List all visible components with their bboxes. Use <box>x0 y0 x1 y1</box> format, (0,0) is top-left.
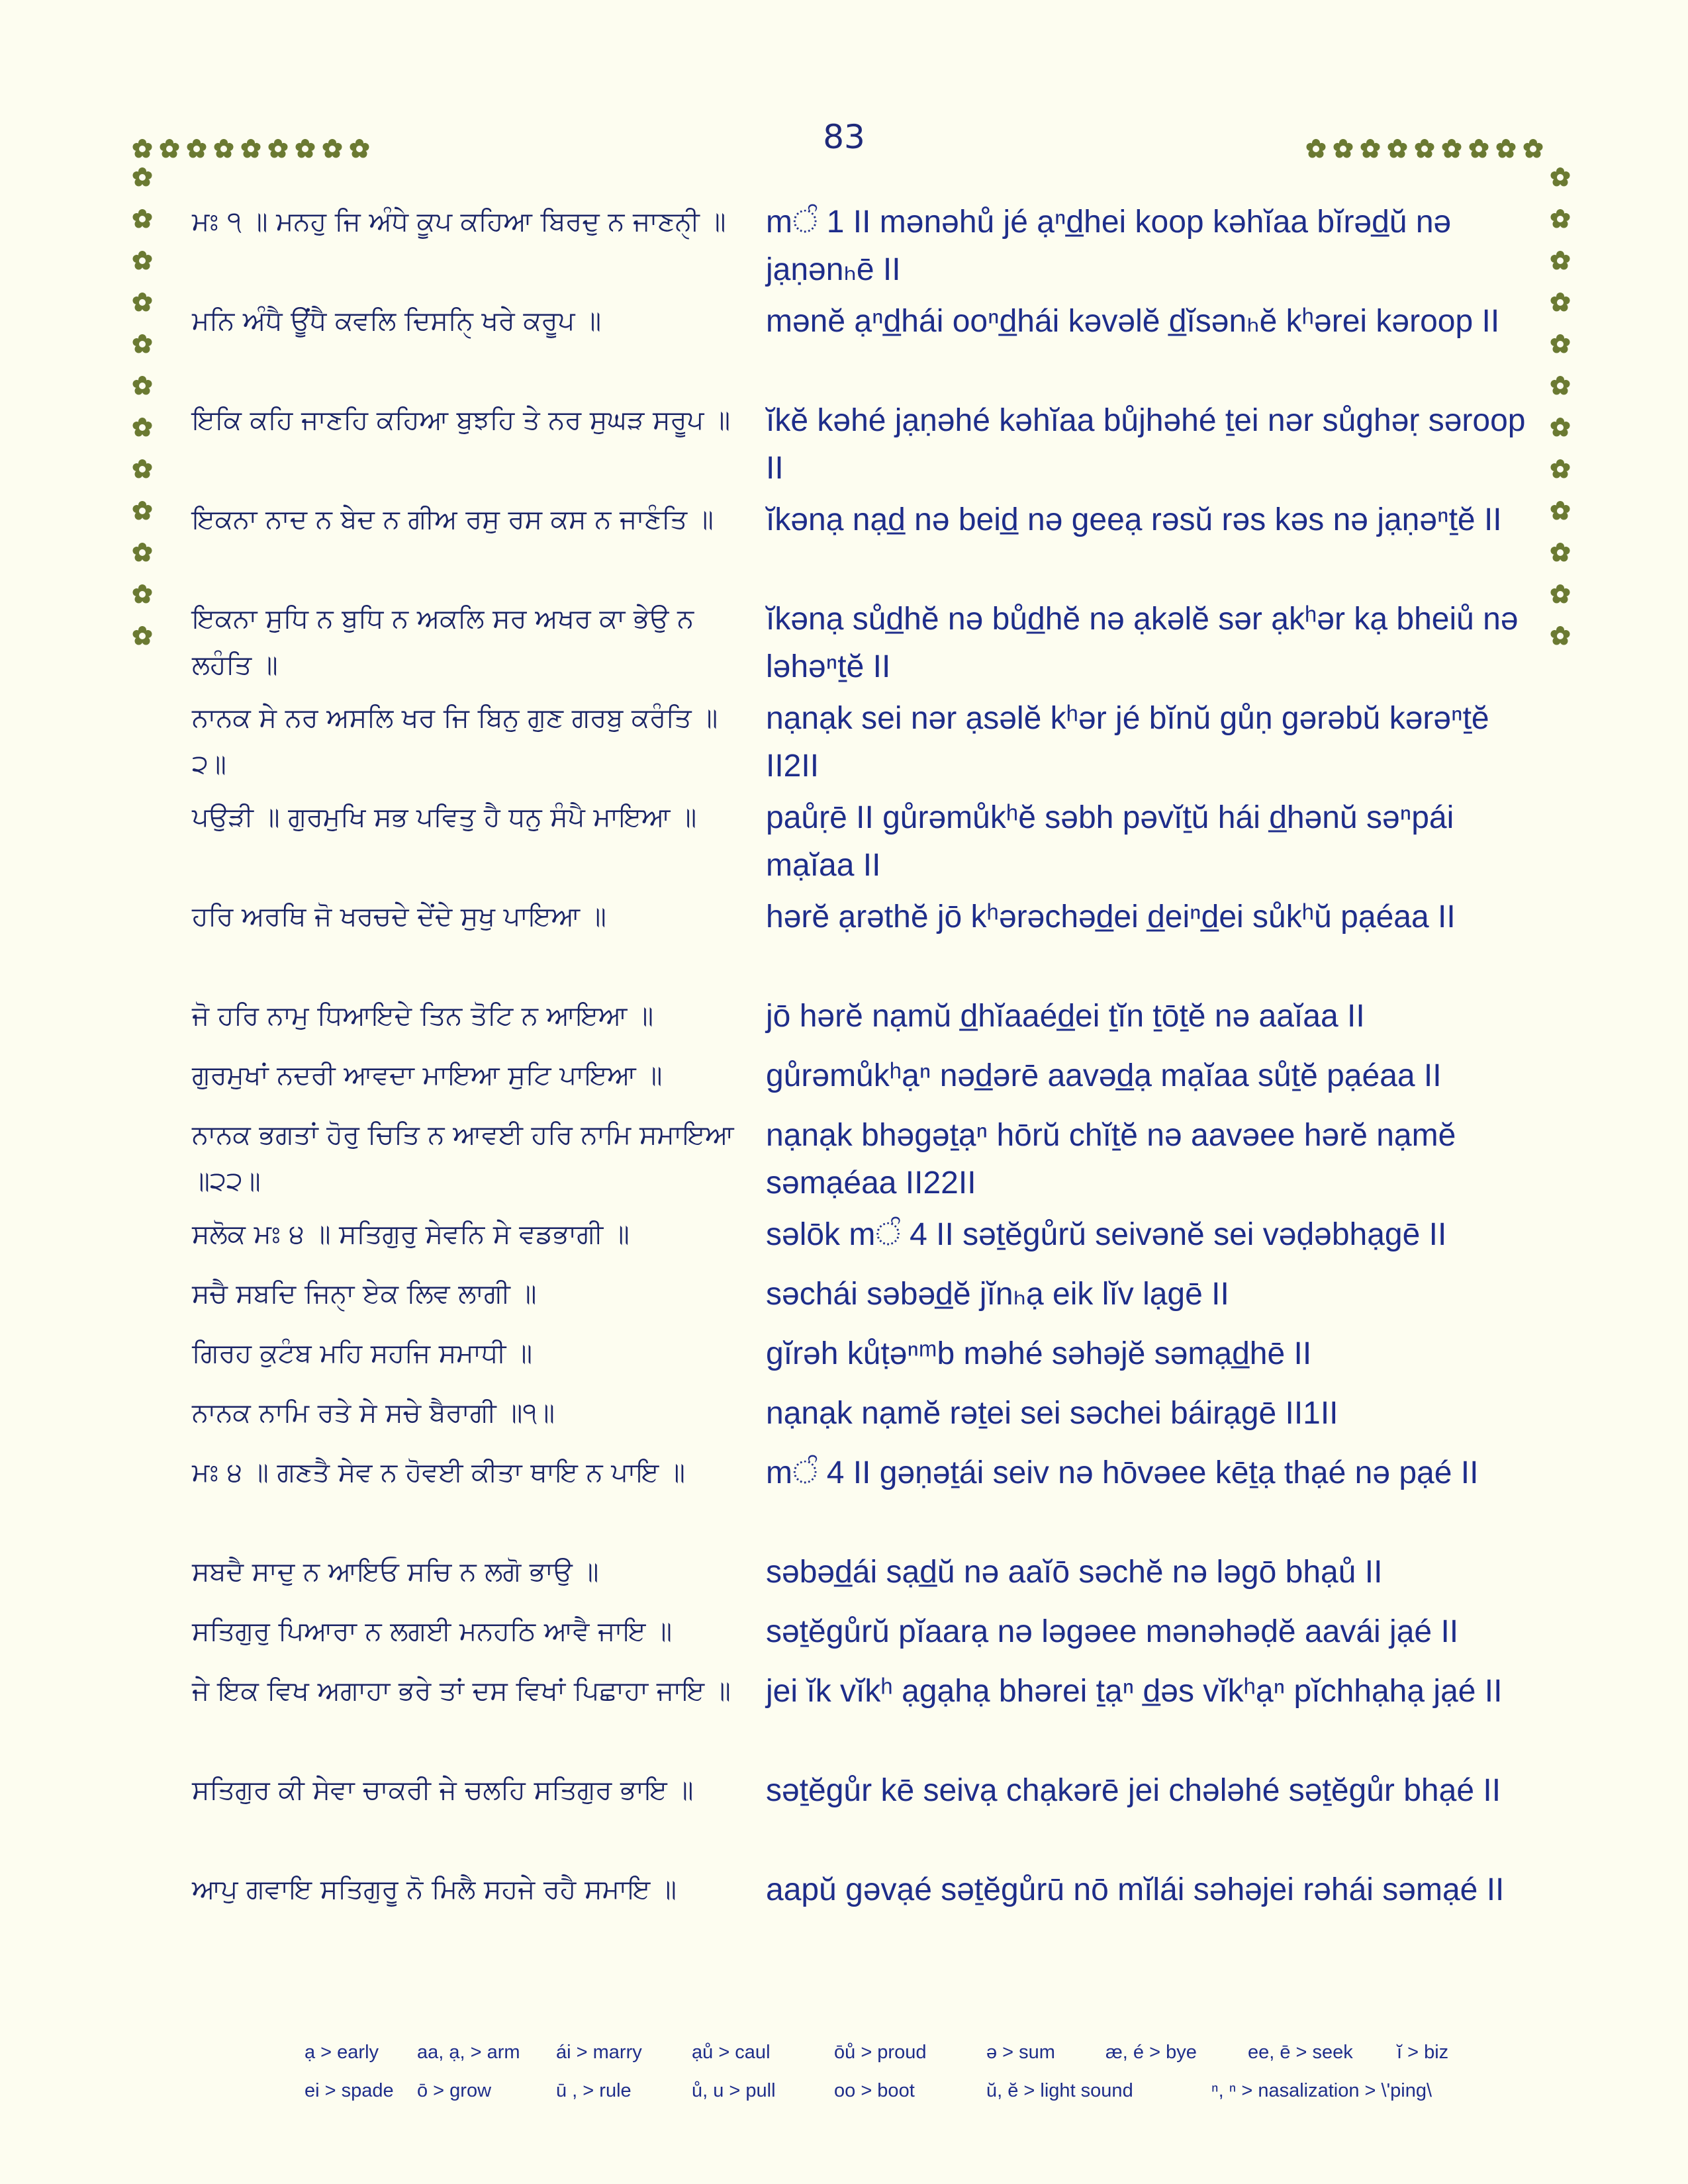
gurmukhi-text: ਮਃ ੧ ॥ ਮਨਹੁ ਜਿ ਅੰਧੇ ਕੂਪ ਕਹਿਆ ਬਿਰਦੁ ਨ ਜਾਣਨੑੀ ॥ <box>192 206 726 237</box>
flower-ornament <box>133 376 152 395</box>
transliteration-text: nạnạk bhəgəṯạⁿ hōrŭ chĭṯĕ nə aavəee hərĕ nạmĕ səmạéaa II22II <box>766 1118 1456 1201</box>
transliteration-text: ĭkənạ nạd̲ nə beid̲ nə geeạ rəsŭ rəs kəs nə jạṇəⁿṯĕ II <box>766 502 1502 537</box>
transliteration-text: jō hərĕ nạmŭ d̲hĭaaéd̲ei ṯĭn ṯōṯĕ nə aaĭaa II <box>766 999 1365 1034</box>
flower-ornament <box>133 626 152 645</box>
flower-ornament <box>1551 209 1570 228</box>
flower-ornament <box>133 209 152 228</box>
gurmukhi-text: ਇਕਨਾ ਸੁਧਿ ਨ ਬੁਧਿ ਨ ਅਕਲਿ ਸਰ ਅਖਰ ਕਾ ਭੇਉ ਨ ਲਹੰਤਿ ॥ <box>192 604 694 680</box>
gurmukhi-text: ਨਾਨਕ ਨਾਮਿ ਰਤੇ ਸੇ ਸਚੇ ਬੈਰਾਗੀ ॥੧॥ <box>192 1398 555 1428</box>
gurmukhi-text: ਸਲੋਕ ਮਃ ੪ ॥ ਸਤਿਗੁਰੁ ਸੇਵਨਿ ਸੇ ਵਡਭਾਗੀ ॥ <box>192 1219 630 1250</box>
flower-ornament <box>1551 584 1570 604</box>
transliteration-text: jei ĭk vĭkʰ ạgạhạ bhərei ṯạⁿ d̲əs vĭkʰạⁿ pĭchhạhạ jạé II <box>766 1674 1503 1709</box>
legend-item: æ, é > bye <box>1105 2042 1197 2063</box>
gurmukhi-text: ਪਉੜੀ ॥ ਗੁਰਮੁਖਿ ਸਭ ਪਵਿਤੁ ਹੈ ਧਨੁ ਸੰਪੈ ਮਾਇਆ ॥ <box>192 802 697 833</box>
gurmukhi-text: ਇਕਿ ਕਹਿ ਜਾਣਹਿ ਕਹਿਆ ਬੁਝਹਿ ਤੇ ਨਰ ਸੁਘੜ ਸਰੂਪ ॥ <box>192 405 731 435</box>
flower-ornament <box>1551 251 1570 270</box>
legend-item: ei > spade <box>305 2080 394 2101</box>
gurmukhi-text: ਮਃ ੪ ॥ ਗਣਤੈ ਸੇਵ ਨ ਹੋਵਈ ਕੀਤਾ ਥਾਇ ਨ ਪਾਇ ॥ <box>192 1457 685 1488</box>
transliteration-text: gĭrəh kůṭəⁿᵐb məhé səhəjĕ səmạd̲hē II <box>766 1336 1312 1371</box>
gurmukhi-text: ਨਾਨਕ ਭਗਤਾਂ ਹੋਰੁ ਚਿਤਿ ਨ ਆਵਈ ਹਰਿ ਨਾਮਿ ਸਮਾਇਆ ॥੨੨॥ <box>192 1120 734 1197</box>
gurmukhi-text: ਹਰਿ ਅਰਥਿ ਜੋ ਖਰਚਦੇ ਦੇਂਦੇ ਸੁਖੁ ਪਾਇਆ ॥ <box>192 901 606 932</box>
transliteration-text: nạnạk nạmĕ rəṯei sei səchei báirạgē II1II <box>766 1396 1338 1431</box>
gurmukhi-text: ਨਾਨਕ ਸੇ ਨਰ ਅਸਲਿ ਖਰ ਜਿ ਬਿਨੁ ਗੁਣ ਗਰਬੁ ਕਰੰਤਿ ॥੨॥ <box>192 703 718 780</box>
flower-ornament <box>133 501 152 520</box>
gurmukhi-text: ਗਿਰਹ ਕੁਟੰਬ ਮਹਿ ਸਹਜਿ ਸਮਾਧੀ ॥ <box>192 1338 533 1369</box>
gurmukhi-text: ਗੁਰਮੁਖਾਂ ਨਦਰੀ ਆਵਦਾ ਮਾਇਆ ਸੁਟਿ ਪਾਇਆ ॥ <box>192 1060 663 1091</box>
transliteration-text: gůrəmůkʰạⁿ nəd̲ərē aavəd̲ạ mạĭaa sůṯĕ pạéaa II <box>766 1058 1442 1093</box>
flower-ornament <box>1551 501 1570 520</box>
legend-item: ū , > rule <box>556 2080 632 2101</box>
transliteration-text: ĭkənạ sůd̲hĕ nə bůd̲hĕ nə ạkəlĕ sər ạkʰər kạ bheiů nə ləhəⁿṯĕ II <box>766 602 1519 684</box>
legend-item: ạ > early <box>305 2042 379 2063</box>
transliteration-text: hərĕ ạrəthĕ jō kʰərəchəd̲ei d̲eiⁿd̲ei sůkʰŭ pạéaa II <box>766 899 1456 934</box>
legend-item: aa, ạ, > arm <box>417 2042 520 2063</box>
legend-item: ōů > proud <box>834 2042 927 2063</box>
legend-item: ō > grow <box>417 2080 492 2101</box>
flower-ornament <box>133 584 152 604</box>
flower-ornament <box>1551 543 1570 562</box>
transliteration-text: aapŭ gəvạé səṯĕgůrū nō mĭlái səhəjei rəhái səmạé II <box>766 1872 1505 1907</box>
flower-ornament <box>1551 626 1570 645</box>
flower-ornament <box>1551 376 1570 395</box>
flower-ornament <box>1551 167 1570 187</box>
legend-item: ạů > caul <box>692 2042 771 2063</box>
legend-row-2 <box>305 2080 1496 2118</box>
gurmukhi-text: ਸਚੈ ਸਬਦਿ ਜਿਨੑਾ ਏਕ ਲਿਵ ਲਾਗੀ ॥ <box>192 1279 537 1309</box>
gurmukhi-text: ਇਕਨਾ ਨਾਦ ਨ ਬੇਦ ਨ ਗੀਅ ਰਸੁ ਰਸ ਕਸ ਨ ਜਾਣੰਤਿ ॥ <box>192 504 714 535</box>
flower-ornament <box>133 167 152 187</box>
transliteration-text: paůṛē II gůrəmůkʰĕ səbh pəvĭṯŭ hái d̲hənŭ səⁿpái mạĭaa II <box>766 800 1454 883</box>
flower-ornament <box>133 251 152 270</box>
gurmukhi-text: ਸਤਿਗੁਰੁ ਪਿਆਰਾ ਨ ਲਗਈ ਮਨਹਠਿ ਆਵੈ ਜਾਇ ॥ <box>192 1616 673 1647</box>
legend-item: ái > marry <box>556 2042 642 2063</box>
transliteration-text: səbəd̲ái sạd̲ŭ nə aaĭō səchĕ nə ləgō bhạů II <box>766 1555 1383 1590</box>
flower-ornament <box>1551 459 1570 478</box>
transliteration-text: səṯĕgůrŭ pĭaarạ nə ləgəee mənəhəḍĕ aavái jạé II <box>766 1614 1459 1649</box>
gurmukhi-text: ਸਤਿਗੁਰ ਕੀ ਸੇਵਾ ਚਾਕਰੀ ਜੇ ਚਲਹਿ ਸਤਿਗੁਰ ਭਾਇ ॥ <box>192 1775 694 1805</box>
transliteration-text: ĭkĕ kəhé jạṇəhé kəhĭaa bůjhəhé ṯei nər sůghəṛ səroop II <box>766 403 1526 486</box>
flower-ornament <box>1551 334 1570 353</box>
transliteration-text: mੰ 1 II mənəhů jé ạⁿd̲hei koop kəhĭaa bĭrəd̲ŭ nə jạṇənₕē II <box>766 205 1452 287</box>
page-number: 83 <box>823 118 865 156</box>
flower-ornament <box>133 418 152 437</box>
legend-item: ů, u > pull <box>692 2080 776 2101</box>
gurmukhi-text: ਮਨਿ ਅੰਧੈ ਊਂਧੈ ਕਵਲਿ ਦਿਸਨੑਿ ਖਰੇ ਕਰੂਪ ॥ <box>192 306 602 336</box>
transliteration-text: səchái səbəd̲ĕ jĭnₕạ eik lĭv lạgē II <box>766 1277 1229 1312</box>
gurmukhi-text: ਸਬਦੈ ਸਾਦੁ ਨ ਆਇਓ ਸਚਿ ਨ ਲਗੋ ਭਾਉ ॥ <box>192 1557 599 1587</box>
transliteration-text: mənĕ ạⁿd̲hái ooⁿd̲hái kəvəlĕ d̲ĭsənₕĕ kʰərei kəroop II <box>766 304 1500 339</box>
pronunciation-legend <box>305 2042 1496 2118</box>
flower-ornament <box>133 293 152 312</box>
flower-ornament <box>1551 293 1570 312</box>
flower-ornament <box>133 543 152 562</box>
transliteration-text: səṯĕgůr kē seivạ chạkərē jei chələhé səṯĕgůr bhạé II <box>766 1773 1501 1808</box>
transliteration-text: mੰ 4 II gəṇəṯái seiv nə hōvəee kēṯạ thạé nə pạé II <box>766 1455 1479 1490</box>
legend-item: ŭ, ĕ > light sound <box>986 2080 1133 2101</box>
legend-item: ⁿ, ⁿ > nasalization > \'ping\ <box>1211 2080 1432 2101</box>
legend-row-1 <box>305 2042 1496 2080</box>
legend-item: ĭ > biz <box>1397 2042 1449 2063</box>
legend-item: ə > sum <box>986 2042 1055 2063</box>
transliteration-text: səlōk mੰ 4 II səṯĕgůrŭ seivənĕ sei vəḍəbhạgē II <box>766 1217 1447 1252</box>
flower-ornament <box>133 459 152 478</box>
flower-ornament <box>1551 418 1570 437</box>
transliteration-text: nạnạk sei nər ạsəlĕ kʰər jé bĭnŭ gůṇ gərəbŭ kərəⁿṯĕ II2II <box>766 701 1489 784</box>
gurmukhi-text: ਆਪੁ ਗਵਾਇ ਸਤਿਗੁਰੂ ਨੋ ਮਿਲੈ ਸਹਜੇ ਰਹੈ ਸਮਾਇ ॥ <box>192 1874 677 1905</box>
legend-item: ee, ē > seek <box>1248 2042 1353 2063</box>
legend-item: oo > boot <box>834 2080 915 2101</box>
gurmukhi-text: ਜੋ ਹਰਿ ਨਾਮੁ ਧਿਆਇਦੇ ਤਿਨ ਤੋਟਿ ਨ ਆਇਆ ॥ <box>192 1001 654 1031</box>
gurmukhi-text: ਜੇ ਇਕ ਵਿਖ ਅਗਾਹਾ ਭਰੇ ਤਾਂ ਦਸ ਵਿਖਾਂ ਪਿਛਾਹਾ ਜਾਇ ॥ <box>192 1676 731 1706</box>
flower-ornament <box>133 334 152 353</box>
